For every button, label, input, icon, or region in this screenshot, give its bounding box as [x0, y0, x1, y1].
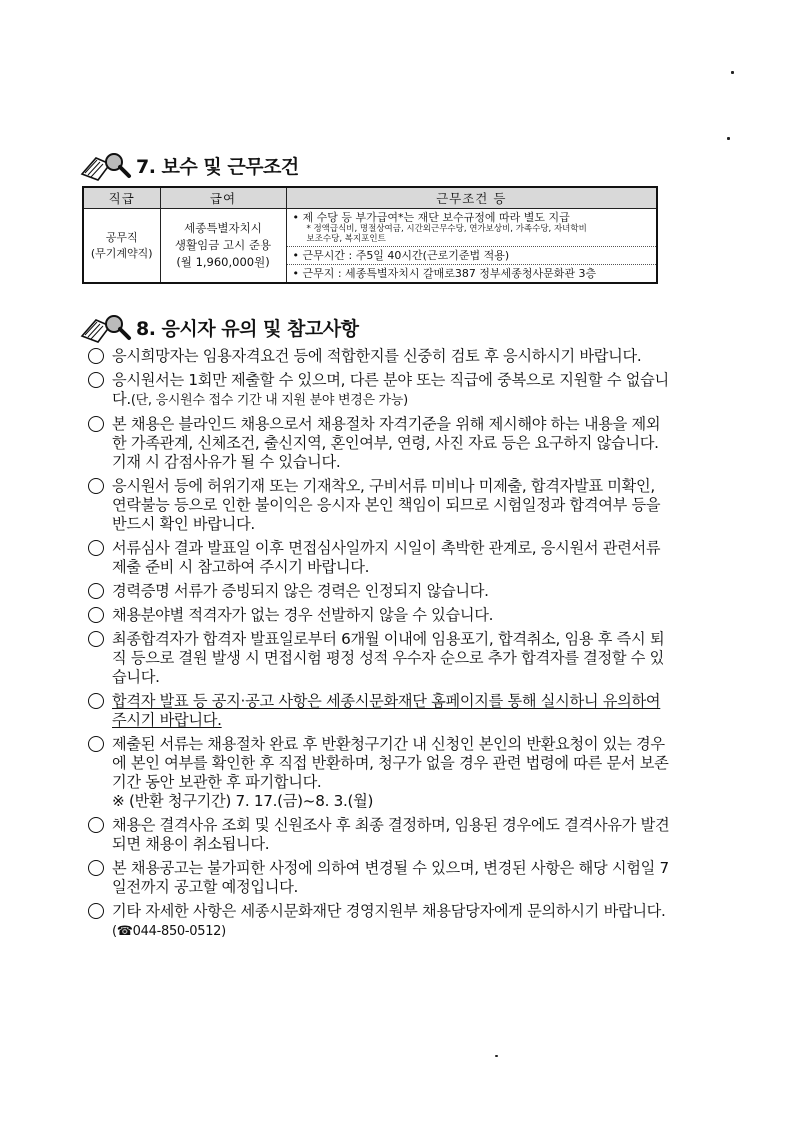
- list-item: [88, 415, 672, 472]
- notice-text: 합격자 발표 등 공지·공고 사항은 세종시문화재단 홈페이지를 통해 실시하니 유의하여 주시기 바랍니다.: [112, 692, 661, 729]
- table-row: [83, 209, 657, 284]
- book-magnifier-icon: [80, 310, 132, 344]
- list-item: [88, 477, 672, 534]
- book-magnifier-icon: [80, 148, 132, 182]
- notice-text: 응시희망자는 임용자격요건 등에 적합한지를 신중히 검토 후 응시하시기 바랍니다.: [112, 347, 642, 365]
- notice-text: 본 채용은 블라인드 채용으로서 채용절차 자격기준을 위해 제시해야 하는 내용을 제외한 가족관계, 신체조건, 출신지역, 혼인여부, 연령, 사진 자료 등은 요구하지 않습니다. 기재 시 감점사유가 될 수 있습니다.: [112, 415, 661, 471]
- list-item: [88, 539, 672, 577]
- list-item: [88, 371, 672, 410]
- condition-footnote: * 정액급식비, 명절상여금, 시간외근무수당, 연가보상비, 가족수당, 자녀학비: [306, 224, 587, 234]
- section-7-heading: [80, 148, 299, 182]
- notice-text: 경력증명 서류가 증빙되지 않은 경력은 인정되지 않습니다.: [112, 582, 489, 600]
- notice-text: [112, 735, 672, 811]
- notice-text: 채용은 결격사유 조회 및 신원조사 후 최종 결정하며, 임용된 경우에도 결격사유가 발견되면 채용이 취소됩니다.: [112, 816, 670, 853]
- header-cell: 직급: [83, 187, 160, 209]
- conditions-cell: [286, 209, 657, 284]
- pay-line: 세종특별자치시: [184, 221, 262, 235]
- condition-hours: • 근무시간 : 주5일 40시간(근로기준법 적용): [287, 247, 657, 265]
- header-cell: 근무조건 등: [286, 187, 657, 209]
- section-title: 7. 보수 및 근무조건: [136, 155, 299, 178]
- condition-text: • 제 수당 등 부가급여*는 재단 보수규정에 따라 별도 지급: [292, 211, 570, 224]
- circle-bullet-icon: [88, 631, 104, 647]
- circle-bullet-icon: [88, 860, 104, 876]
- position-cell: [83, 209, 160, 284]
- list-item: [88, 582, 672, 601]
- contact-phone: (☎044-850-0512): [112, 924, 226, 939]
- notice-main: 응시원서는 1회만 제출할 수 있으며, 다른 분야 또는 직급에 중복으로 지원할 수 없습니다.: [112, 371, 669, 408]
- notice-text: 최종합격자가 합격자 발표일로부터 6개월 이내에 임용포기, 합격취소, 임용 후 즉시 퇴직 등으로 결원 발생 시 면접시험 평정 성적 우수자 순으로 추가 합격자를 결정할 수 있습니다.: [112, 630, 665, 686]
- notice-main: 기타 자세한 사항은 세종시문화재단 경영지원부 채용담당자에게 문의하시기 바랍니다.: [112, 902, 666, 920]
- list-item: [88, 692, 672, 730]
- circle-bullet-icon: [88, 372, 104, 388]
- circle-bullet-icon: [88, 583, 104, 599]
- notice-period: ※ (반환 청구기간) 7. 17.(금)~8. 3.(월): [112, 792, 374, 810]
- list-item: [88, 630, 672, 687]
- position-name: 공무직: [105, 230, 138, 244]
- circle-bullet-icon: [88, 478, 104, 494]
- notice-text: 채용분야별 적격자가 없는 경우 선발하지 않을 수 있습니다.: [112, 606, 494, 624]
- list-item: [88, 859, 672, 897]
- pay-line: 생활임금 고시 준용: [174, 238, 272, 252]
- circle-bullet-icon: [88, 348, 104, 364]
- list-item: [88, 902, 672, 941]
- circle-bullet-icon: [88, 817, 104, 833]
- pay-cell: [160, 209, 286, 284]
- section-title: 8. 응시자 유의 및 참고사항: [136, 317, 359, 340]
- notice-main: 제출된 서류는 채용절차 완료 후 반환청구기간 내 신청인 본인의 반환요청이 있는 경우에 본인 여부를 확인한 후 직접 반환하며, 청구가 없을 경우 관련 법령에 따른 문서 보존기간 동안 보관한 후 파기합니다.: [112, 735, 669, 791]
- list-item: [88, 347, 672, 366]
- circle-bullet-icon: [88, 540, 104, 556]
- notice-list: [88, 347, 672, 946]
- circle-bullet-icon: [88, 736, 104, 752]
- pay-conditions-table: [82, 186, 658, 284]
- scan-speck: [731, 71, 734, 74]
- section-8-heading: [80, 310, 358, 344]
- scan-speck: [727, 137, 730, 140]
- scan-speck: [495, 1055, 498, 1057]
- list-item: [88, 735, 672, 811]
- notice-text: 서류심사 결과 발표일 이후 면접심사일까지 시일이 촉박한 관계로, 응시원서 관련서류 제출 준비 시 참고하여 주시기 바랍니다.: [112, 539, 661, 576]
- circle-bullet-icon: [88, 903, 104, 919]
- notice-text: 응시원서 등에 허위기재 또는 기재착오, 구비서류 미비나 미제출, 합격자발표 미확인, 연락불능 등으로 인한 불이익은 응시자 본인 책임이 되므로 시험일정과 합격여부 등을 반드시 확인 바랍니다.: [112, 477, 661, 533]
- circle-bullet-icon: [88, 693, 104, 709]
- condition-allowance: [287, 209, 657, 247]
- pay-amount: (월 1,960,000원): [176, 255, 270, 269]
- table-header-row: [83, 187, 657, 209]
- notice-remark: (단, 응시원수 접수 기간 내 지원 분야 변경은 가능): [130, 393, 408, 408]
- notice-text: [112, 902, 672, 941]
- header-cell: 급여: [160, 187, 286, 209]
- condition-location: • 근무지 : 세종특별자치시 갈매로387 정부세종청사문화관 3층: [292, 267, 597, 280]
- circle-bullet-icon: [88, 416, 104, 432]
- list-item: [88, 816, 672, 854]
- condition-footnote: 보조수당, 복지포인트: [306, 234, 386, 244]
- list-item: [88, 606, 672, 625]
- notice-text: 본 채용공고는 불가피한 사정에 의하여 변경될 수 있으며, 변경된 사항은 해당 시험일 7일전까지 공고할 예정입니다.: [112, 859, 669, 896]
- circle-bullet-icon: [88, 607, 104, 623]
- position-type: (무기계약직): [90, 246, 153, 260]
- notice-text: [112, 371, 672, 410]
